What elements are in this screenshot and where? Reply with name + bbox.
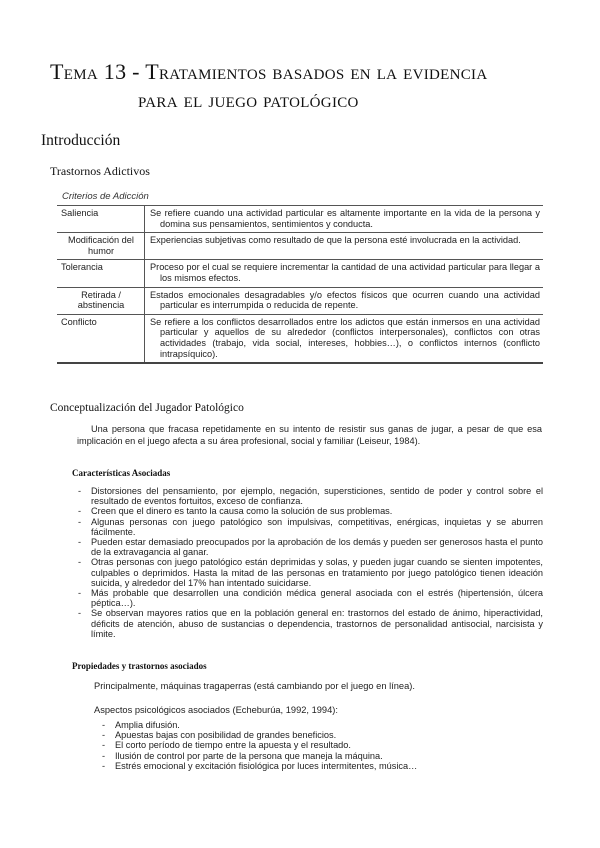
document-title xyxy=(40,58,560,114)
list-item: - El corto período de tiempo entre la apuesta y el resultado. xyxy=(102,740,351,751)
list-item: - Apuestas bajas con posibilidad de grandes beneficios. xyxy=(102,730,337,741)
aspects-intro: Aspectos psicológicos asociados (Echeburúa, 1992, 1994): xyxy=(94,705,338,715)
conceptualization-paragraph: Una persona que fracasa repetidamente en su intento de resistir sus ganas de jugar, a pesar de que esa implicación en el juego afecta a su área profesional, social y familiar (Leiseur, 1984). xyxy=(77,424,542,446)
list-item: - Ilusión de control por parte de la persona que maneja la máquina. xyxy=(102,750,383,761)
list-item: - Se observan mayores ratios que en la población general en: trastornos del estado de ánimo, hiperactividad, déficits de atención, abuso de sustancias o dependencia, trastornos de personalidad antisocial, narcisista y límite. xyxy=(78,608,543,639)
table-row xyxy=(57,233,543,260)
table-row xyxy=(57,314,543,363)
addiction-criteria-table xyxy=(57,205,543,364)
list-item: - Pueden estar demasiado preocupados por la aprobación de los demás y pueden ser generosos hasta el punto de la extravagancia al ganar. xyxy=(78,537,543,558)
addictive-disorders-heading: Trastornos Adictivos xyxy=(50,164,150,178)
title-line-1: Tema 13 - Tratamientos basados en la evidencia xyxy=(50,59,488,84)
associated-features-heading: Características Asociadas xyxy=(72,468,171,478)
criteria-term: Retirada / abstinencia xyxy=(57,287,145,314)
properties-main-text: Principalmente, máquinas tragaperras (está cambiando por el juego en línea). xyxy=(94,681,415,691)
list-item: - Amplia difusión. xyxy=(102,720,180,730)
criteria-definition: Experiencias subjetivas como resultado de que la persona esté involucrada en la actividad. xyxy=(145,233,544,260)
associated-features-list xyxy=(78,486,543,639)
conceptualization-heading: Conceptualización del Jugador Patológico xyxy=(50,402,244,414)
list-item: - Más probable que desarrollen una condición médica general asociada con el estrés (hipertensión, úlcera péptica…). xyxy=(78,588,543,609)
list-item: - Otras personas con juego patológico están deprimidas y solas, y pueden jugar cuando se sienten impotentes, culpables o deprimidos. Hasta la mitad de las personas en tratamiento por juego patológico tienen ideación suicida, y alrededor del 17% han intentado suicidarse. xyxy=(78,557,543,588)
list-item: - Creen que el dinero es tanto la causa como la solución de sus problemas. xyxy=(78,506,393,517)
criteria-definition: Proceso por el cual se requiere incrementar la cantidad de una actividad particular para llegar a los mismos efectos. xyxy=(145,260,544,287)
table-row xyxy=(57,206,543,233)
title-line-2: para el juego patológico xyxy=(138,87,359,112)
criteria-term: Conflicto xyxy=(57,314,145,363)
intro-heading: Introducción xyxy=(41,132,121,149)
criteria-term: Modificación del humor xyxy=(57,233,145,260)
criteria-definition: Se refiere a los conflictos desarrollados entre los adictos que están inmersos en una actividad particular y aquellos de su alrededor (conflictos interpersonales), conflictos con otras actividades (trabajo, vida social, intereses, hobbies…), o conflictos internos (conflicto intrapsíquico). xyxy=(145,314,544,363)
list-item: - Algunas personas con juego patológico son impulsivas, competitivas, enérgicas, inquietas y se aburren fácilmente. xyxy=(78,516,543,537)
properties-heading: Propiedades y trastornos asociados xyxy=(72,661,207,671)
criteria-definition: Estados emocionales desagradables y/o efectos físicos que ocurren cuando una actividad particular es interrumpida o reducida de repente. xyxy=(145,287,544,314)
list-item: - Estrés emocional y excitación fisiológica por luces intermitentes, música… xyxy=(102,760,418,771)
list-item: - Distorsiones del pensamiento, por ejemplo, negación, supersticiones, sentido de poder y control sobre el resultado de eventos fortuitos, exceso de confianza. xyxy=(78,486,543,507)
criteria-term: Tolerancia xyxy=(57,260,145,287)
aspects-list xyxy=(102,720,522,771)
table-row xyxy=(57,287,543,314)
table-row xyxy=(57,260,543,287)
criteria-term: Saliencia xyxy=(57,206,145,233)
criteria-table-caption: Criterios de Adicción xyxy=(62,191,149,202)
criteria-definition: Se refiere cuando una actividad particular es altamente importante en la vida de la persona y domina sus pensamientos, sentimientos y conducta. xyxy=(145,206,544,233)
